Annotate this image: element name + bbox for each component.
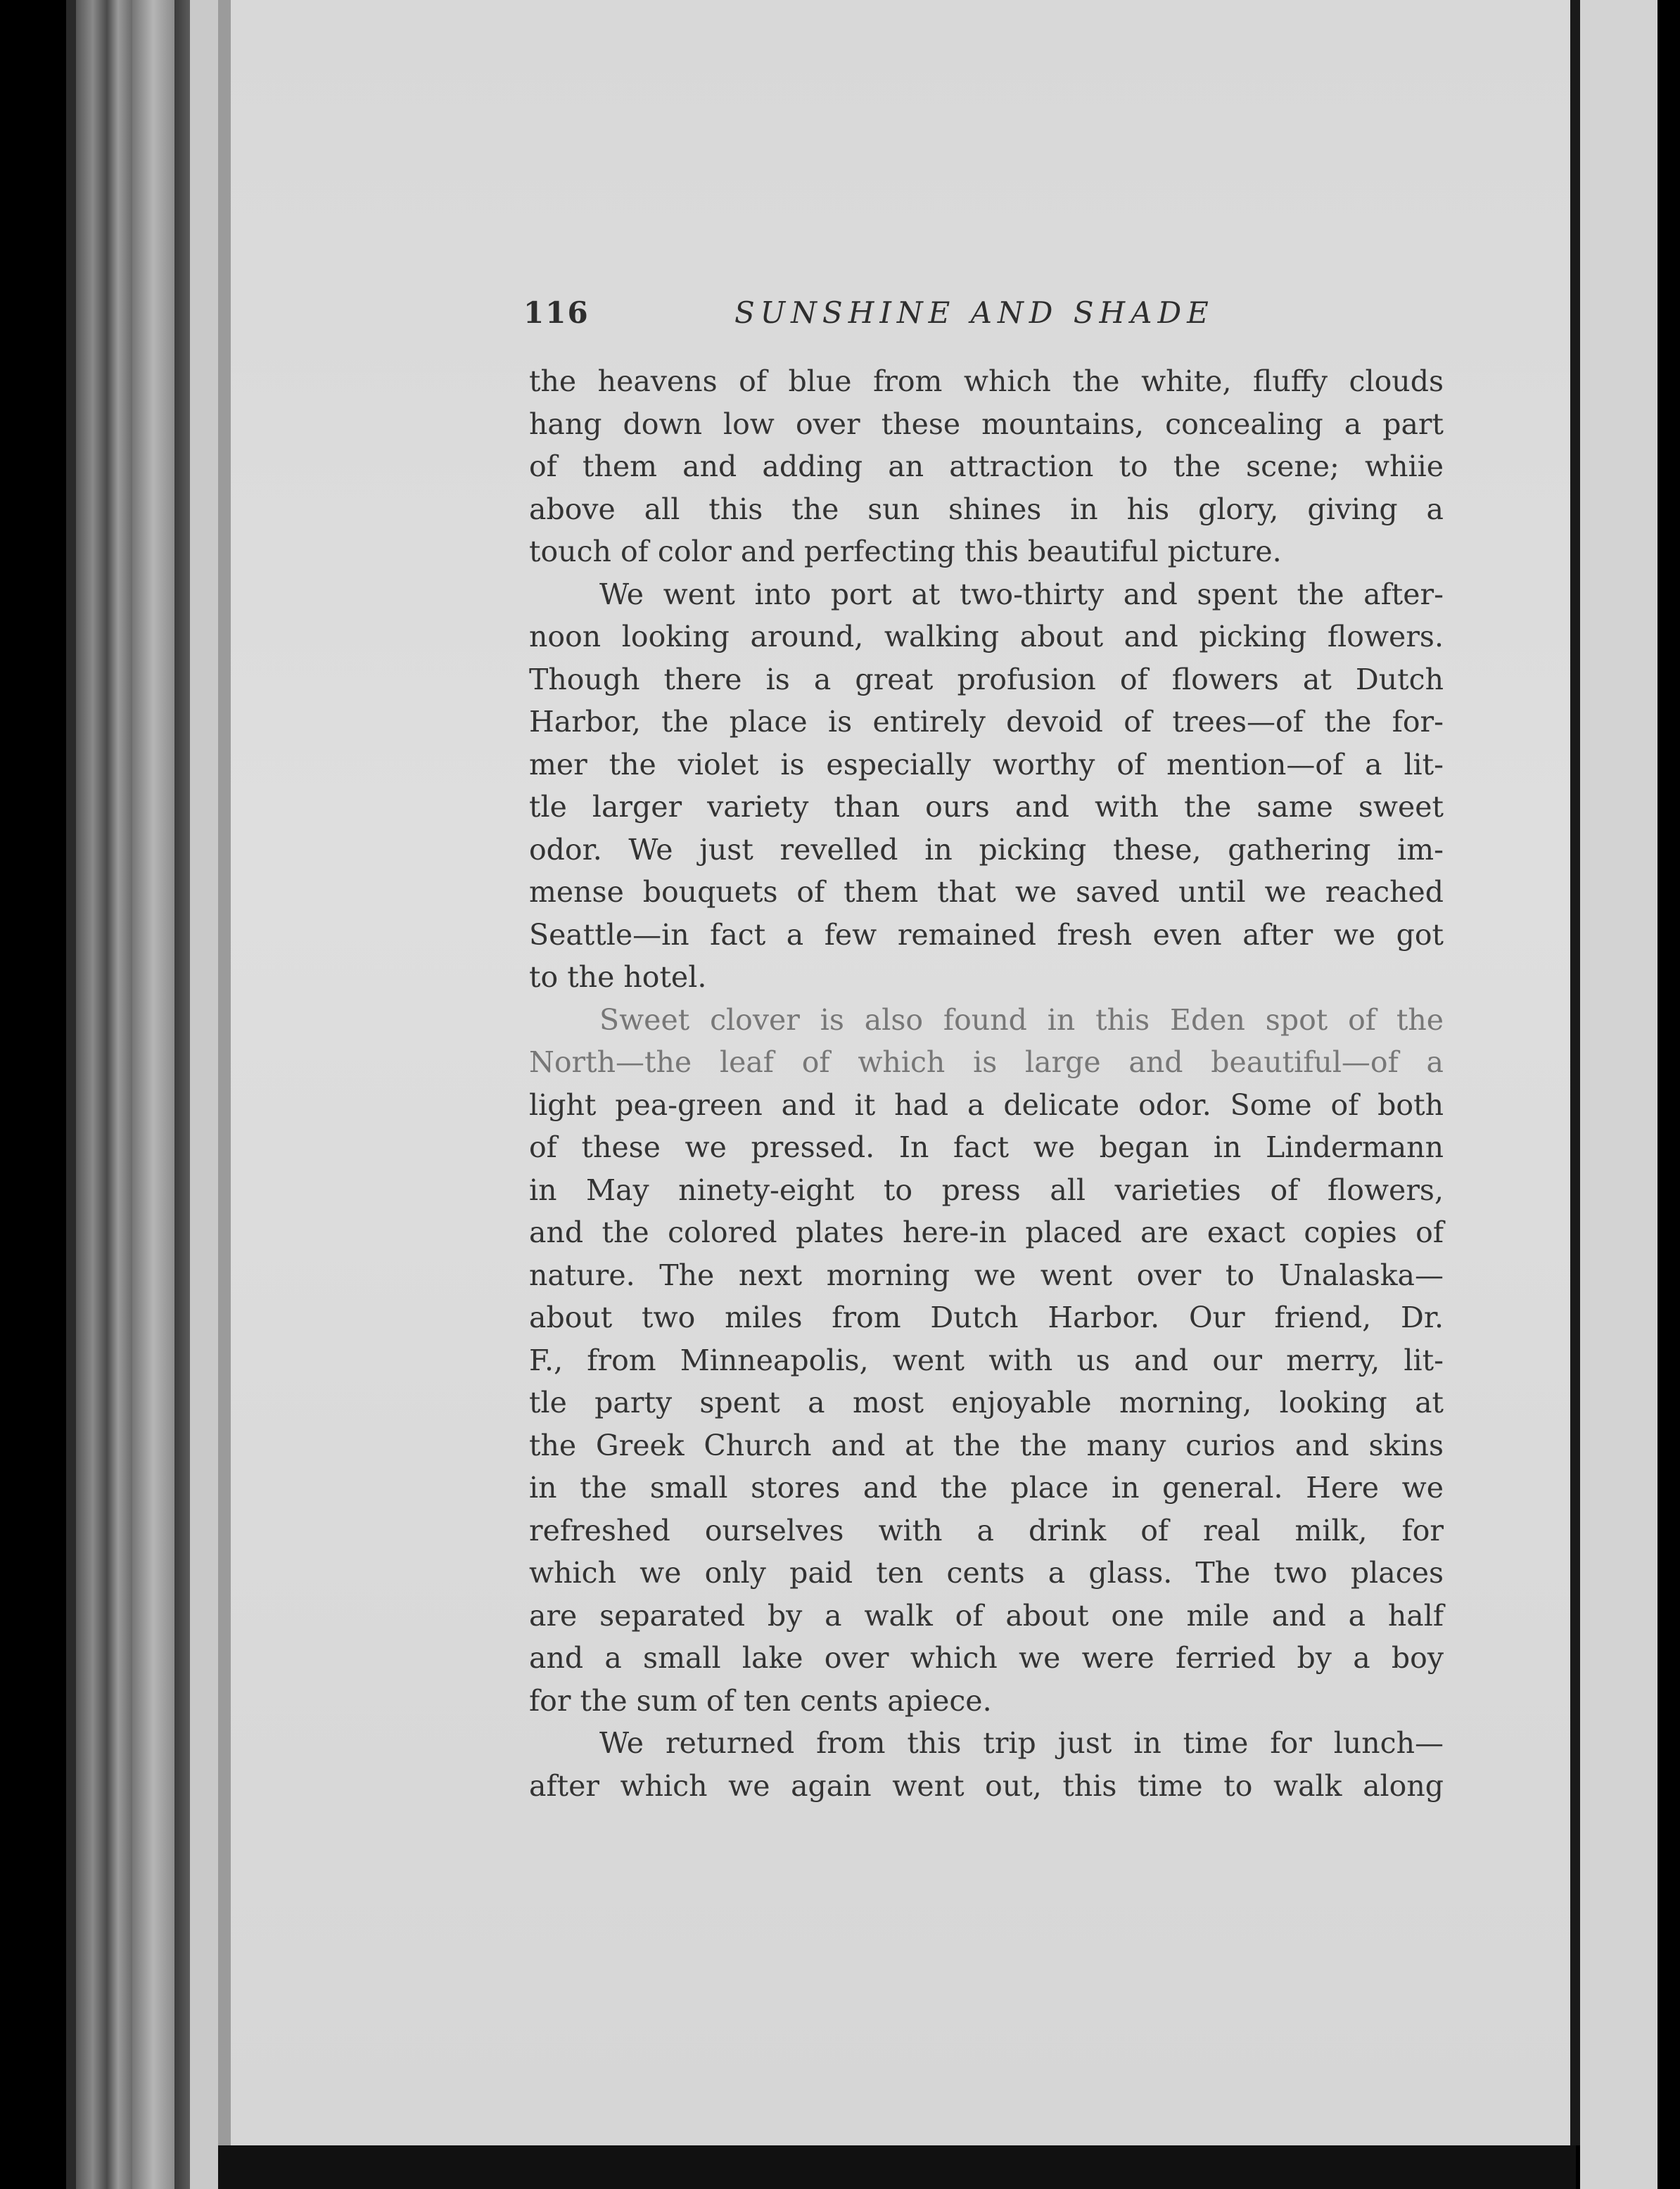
text-line: which we only paid ten cents a glass. The two places	[529, 1556, 1444, 1590]
scan-border	[1657, 0, 1680, 2189]
text-line: Seattle—in fact a few remained fresh even after we got	[529, 917, 1444, 952]
text-line: of them and adding an attraction to the scene; whiie	[529, 449, 1444, 483]
body-text	[529, 360, 1444, 1807]
text-line: odor. We just revelled in picking these, gathering im-	[529, 832, 1444, 867]
page-stack-edge	[218, 0, 231, 2189]
paragraph-first-line: We went into port at two-thirty and spent the after-	[599, 577, 1444, 611]
text-line: to the hotel.	[529, 960, 707, 994]
text-line: and a small lake over which we were ferried by a boy	[529, 1641, 1444, 1675]
facing-page-edge	[1580, 0, 1657, 2189]
page-number: 116	[523, 295, 590, 330]
paragraph-first-line: Sweet clover is also found in this Eden spot of the	[599, 1002, 1444, 1037]
scan-border	[1570, 0, 1580, 2145]
text-line: North—the leaf of which is large and beautiful—of a	[529, 1045, 1444, 1079]
text-line: F., from Minneapolis, went with us and our merry, lit-	[529, 1343, 1444, 1377]
page-stack-edge	[76, 0, 132, 2189]
scan-border	[218, 2145, 1576, 2189]
text-line: for the sum of ten cents apiece.	[529, 1683, 992, 1718]
page-stack-edge	[190, 0, 218, 2189]
book-spine-edge	[66, 0, 76, 2189]
text-line: in May ninety-eight to press all varieties of flowers,	[529, 1173, 1444, 1207]
text-line: in the small stores and the place in general. Here we	[529, 1471, 1444, 1505]
text-line: of these we pressed. In fact we began in Lindermann	[529, 1130, 1444, 1164]
page-stack-edge	[174, 0, 190, 2189]
text-line: refreshed ourselves with a drink of real milk, for	[529, 1513, 1444, 1547]
text-line: light pea-green and it had a delicate odor. Some of both	[529, 1087, 1444, 1122]
text-line: hang down low over these mountains, concealing a part	[529, 407, 1444, 441]
text-line: are separated by a walk of about one mile and a half	[529, 1598, 1444, 1633]
text-line: touch of color and perfecting this beautiful picture.	[529, 535, 1282, 568]
page-header	[523, 295, 1438, 338]
text-line: nature. The next morning we went over to Unalaska—	[529, 1258, 1444, 1292]
text-line: about two miles from Dutch Harbor. Our friend, Dr.	[529, 1301, 1444, 1334]
text-line: noon looking around, walking about and picking flowers.	[529, 620, 1444, 653]
page-stack-edge	[132, 0, 174, 2189]
text-line: tle larger variety than ours and with the same sweet	[529, 790, 1444, 824]
text-line: after which we again went out, this time to walk along	[529, 1768, 1444, 1803]
text-line: Harbor, the place is entirely devoid of trees—of the for-	[529, 705, 1444, 739]
text-line: the Greek Church and at the the many curios and skins	[529, 1428, 1444, 1462]
text-line: the heavens of blue from which the white, fluffy clouds	[529, 364, 1444, 398]
text-line: and the colored plates here-in placed are exact copies of	[529, 1215, 1444, 1249]
text-line: Though there is a great profusion of flowers at Dutch	[529, 662, 1444, 696]
running-title: SUNSHINE AND SHADE	[734, 295, 1214, 330]
text-line: above all this the sun shines in his glory, giving a	[529, 492, 1444, 526]
text-line: tle party spent a most enjoyable morning, looking at	[529, 1386, 1444, 1419]
text-line: mer the violet is especially worthy of mention—of a lit-	[529, 747, 1444, 781]
text-line: mense bouquets of them that we saved until we reached	[529, 875, 1444, 909]
paragraph-first-line: We returned from this trip just in time for lunch—	[599, 1726, 1444, 1760]
